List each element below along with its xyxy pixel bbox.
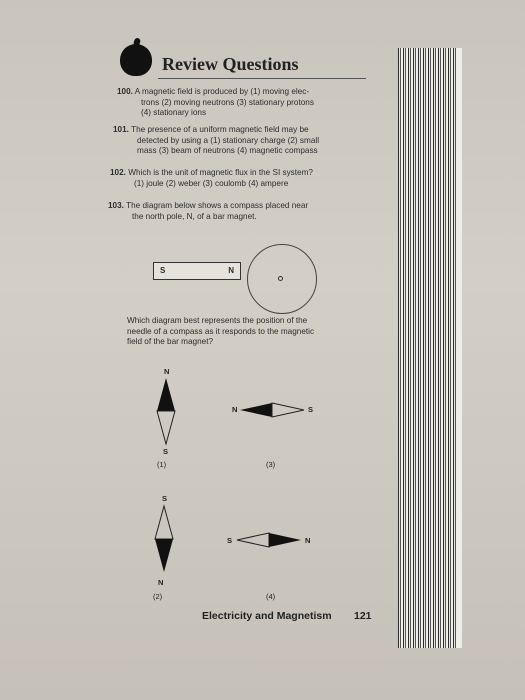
question-101 <box>113 125 319 157</box>
option-2-number: (2) <box>153 592 163 601</box>
compass-needle-option-3 <box>240 402 304 418</box>
option-3-number: (3) <box>266 460 276 469</box>
magnet-north-label: N <box>228 266 234 275</box>
question-103 <box>108 201 308 222</box>
option-3-left-label: N <box>232 405 238 414</box>
magnet-south-label: S <box>160 266 166 275</box>
question-number: 101. <box>113 125 129 134</box>
prompt-text: needle of a compass as it responds to the magnetic <box>127 326 315 336</box>
question-text: the north pole, N, of a bar magnet. <box>132 211 257 221</box>
binding-edge <box>456 48 462 648</box>
question-102 <box>110 168 313 189</box>
compass-needle-option-1 <box>155 378 177 444</box>
option-1-number: (1) <box>157 460 167 469</box>
question-number: 103. <box>108 201 124 210</box>
page-title: Review Questions <box>162 54 299 74</box>
question-100 <box>117 87 314 119</box>
page-number: 121 <box>354 610 372 622</box>
prompt-text: field of the bar magnet? <box>127 337 214 346</box>
option-4-right-label: N <box>305 536 311 545</box>
option-1-bottom-label: S <box>163 447 169 456</box>
compass-needle-option-2 <box>153 506 175 572</box>
option-2-bottom-label: N <box>158 578 164 587</box>
prompt-text: Which diagram best represents the position of the <box>127 316 308 325</box>
apple-icon <box>120 44 152 76</box>
question-text: The diagram below shows a compass placed near <box>126 201 309 210</box>
question-text: The presence of a uniform magnetic field may be <box>131 125 309 134</box>
option-4-left-label: S <box>227 536 233 545</box>
title-rule <box>158 78 366 79</box>
question-103-prompt <box>127 316 314 348</box>
question-text: (4) stationary ions <box>141 108 207 117</box>
option-3-right-label: S <box>308 405 314 414</box>
question-text: trons (2) moving neutrons (3) stationary protons <box>141 97 314 107</box>
question-number: 100. <box>117 87 133 96</box>
option-4-number: (4) <box>266 592 276 601</box>
question-text: A magnetic field is produced by (1) moving elec- <box>134 87 310 96</box>
compass-center <box>278 276 283 281</box>
bar-magnet <box>153 262 241 280</box>
question-number: 102. <box>110 168 126 177</box>
question-text: detected by using a (1) stationary charge (2) small <box>137 135 320 145</box>
question-text: (1) joule (2) weber (3) coulomb (4) ampere <box>134 178 289 188</box>
book-binding <box>398 48 458 648</box>
compass-needle-option-4 <box>237 532 301 548</box>
option-1-top-label: N <box>164 367 170 376</box>
section-footer: Electricity and Magnetism <box>202 610 332 622</box>
option-2-top-label: S <box>162 494 168 503</box>
question-text: mass (3) beam of neutrons (4) magnetic compass <box>137 146 318 155</box>
question-text: Which is the unit of magnetic flux in the SI system? <box>128 168 313 177</box>
